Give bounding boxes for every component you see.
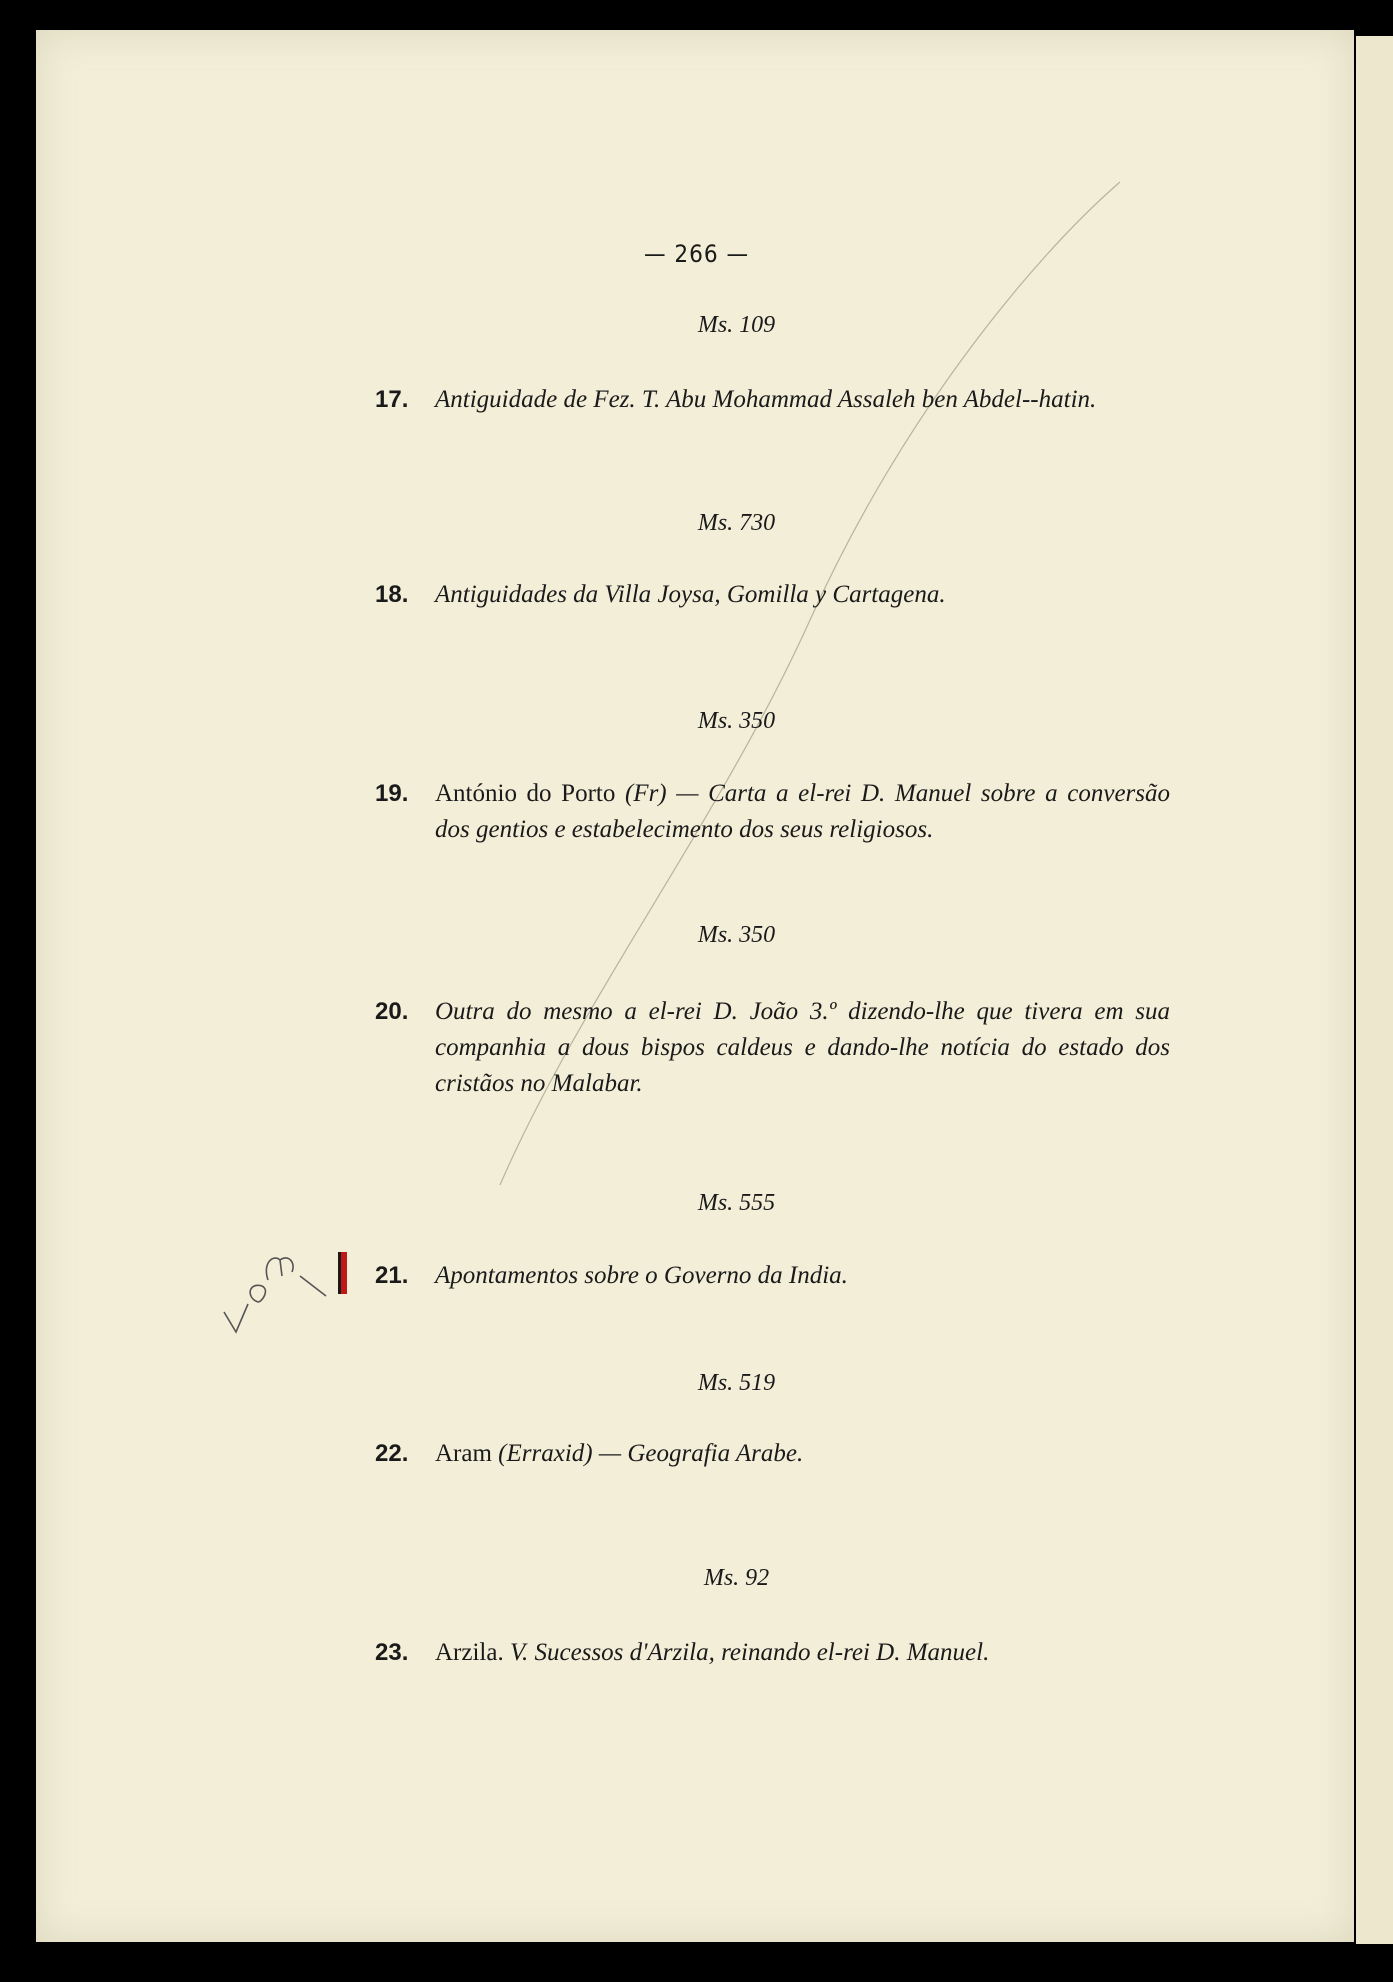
shelfmark-heading: Ms. 350 <box>697 708 776 734</box>
shelfmark-heading: Ms. 350 <box>697 922 776 948</box>
entry-author: Aram <box>435 1440 499 1467</box>
catalog-entry <box>375 382 1170 418</box>
catalog-entry <box>375 994 1170 1102</box>
shelfmark-heading: Ms. 555 <box>697 1190 776 1216</box>
margin-mark <box>338 1252 347 1294</box>
shelfmark-heading: Ms. 109 <box>697 312 776 338</box>
catalog-entry <box>375 1436 1170 1472</box>
entry-text: Antiguidades da Villa Joysa, Gomilla y Cartagena. <box>435 581 946 608</box>
entry-text: Antiguidade de Fez. T. Abu Mohammad Assaleh ben Abdel--hatin. <box>435 386 1097 413</box>
catalog-entry <box>375 1258 1170 1294</box>
entry-author: Arzila. <box>435 1639 510 1666</box>
entry-author: António do Porto <box>435 780 625 807</box>
catalog-entry <box>375 1635 1170 1671</box>
catalog-entry <box>375 577 1170 613</box>
entry-text: (Fr) — Carta a el-rei D. Manuel sobre a conversão dos gentios e estabelecimento dos seus religiosos. <box>435 780 1170 843</box>
entry-text: Apontamentos sobre o Governo da India. <box>435 1262 848 1289</box>
entry-text: Outra do mesmo a el-rei D. João 3.º dizendo-lhe que tivera em sua companhia a dous bispos caldeus e dando-lhe notícia do estado dos cristãos no Malabar. <box>435 998 1170 1097</box>
shelfmark-heading: Ms. 730 <box>697 510 776 536</box>
entry-number: 23. <box>375 1639 409 1666</box>
shelfmark-heading: Ms. 92 <box>703 1565 770 1591</box>
entry-number: 17. <box>375 386 409 413</box>
entry-number: 19. <box>375 780 409 807</box>
entry-text: (Erraxid) — Geografia Arabe. <box>498 1440 804 1467</box>
entry-text: V. Sucessos d'Arzila, reinando el-rei D. Manuel. <box>509 1639 990 1666</box>
entry-number: 21. <box>375 1262 409 1289</box>
entry-number: 20. <box>375 998 409 1025</box>
catalog-entry <box>375 776 1170 848</box>
entry-number: 18. <box>375 581 409 608</box>
page-number: — 266 — <box>643 240 750 268</box>
handwritten-note <box>218 1232 338 1342</box>
entry-number: 22. <box>375 1440 409 1467</box>
shelfmark-heading: Ms. 519 <box>697 1370 776 1396</box>
